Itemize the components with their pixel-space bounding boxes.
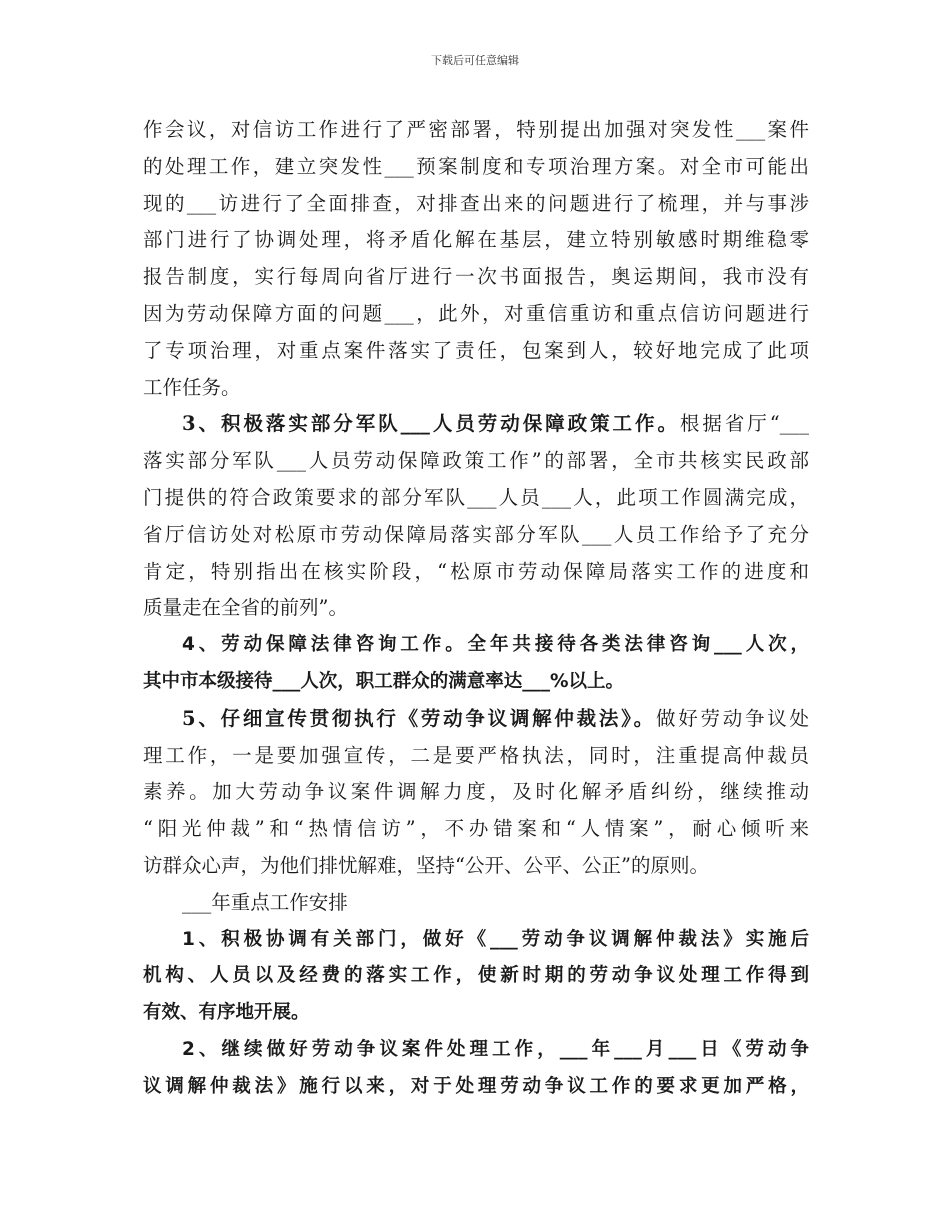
- item-3-heading-line: [143, 406, 809, 443]
- text-line: 因为劳动保障方面的问题___，此外，对重信重访和重点信访问题进行: [143, 301, 809, 325]
- item-4-line: 4、劳动保障法律咨询工作。全年共接待各类法律咨询___人次，: [182, 634, 809, 656]
- item-5-text: 做好劳动争议处: [655, 706, 809, 730]
- text-line: 肯定，特别指出在核实阶段，“松原市劳动保障局落实工作的进度和: [143, 559, 809, 583]
- plan-item-1-line: 有效、有序地开展。: [143, 1002, 310, 1024]
- text-line: 门提供的符合政策要求的部分军队___人员___人，此项工作圆满完成，: [143, 485, 809, 509]
- section-heading: ___年重点工作安排: [182, 890, 348, 914]
- plan-item-1-line: 1、积极协调有关部门，做好《___劳动争议调解仲裁法》实施后: [182, 928, 809, 950]
- plan-item-1-line: 机构、人员以及经费的落实工作，使新时期的劳动争议处理工作得到: [143, 965, 809, 987]
- text-line: 报告制度，实行每周向省厅进行一次书面报告，奥运期间，我市没有: [143, 265, 809, 289]
- text-line: 工作任务。: [143, 375, 241, 399]
- item-5-heading: 5、仔细宣传贯彻执行《劳动争议调解仲裁法》。: [182, 706, 656, 730]
- item-5-heading-line: [143, 701, 809, 738]
- text-line: 的处理工作，建立突发性___预案制度和专项治理方案。对全市可能出: [143, 154, 809, 178]
- text-line: 素养。加大劳动争议案件调解力度，及时化解矛盾纠纷，继续推动: [143, 780, 809, 804]
- text-line: 质量走在全省的前列”。: [143, 596, 348, 620]
- plan-item-2-line: 议调解仲裁法》施行以来，对于处理劳动争议工作的要求更加严格，: [143, 1075, 809, 1097]
- plan-item-2-line: 2、继续做好劳动争议案件处理工作，___年___月___日《劳动争: [182, 1038, 809, 1060]
- text-line: 落实部分军队___人员劳动保障政策工作”的部署，全市共核实民政部: [143, 449, 809, 473]
- text-line: 作会议，对信访工作进行了严密部署，特别提出加强对突发性___案件: [143, 118, 809, 141]
- text-line: 现的___访进行了全面排查，对排查出来的问题进行了梳理，并与事涉: [143, 191, 809, 215]
- page-header: 下载后可任意编辑: [431, 54, 519, 67]
- item-4-line: 其中市本级接待___人次，职工群众的满意率达___%以上。: [143, 670, 625, 692]
- item-3-text: 根据省厅“___: [679, 412, 809, 436]
- text-line: 了专项治理，对重点案件落实了责任，包案到人，较好地完成了此项: [143, 338, 809, 362]
- text-line: 访群众心声，为他们排忧解难，坚持“公开、公平、公正”的原则。: [143, 853, 709, 877]
- text-line: 理工作，一是要加强宣传，二是要严格执法，同时，注重提高仲裁员: [143, 743, 809, 767]
- text-line: “阳光仲裁”和“热情信访”，不办错案和“人情案”，耐心倾听来: [143, 817, 809, 841]
- document-body: [143, 112, 809, 1106]
- item-3-heading: 3、积极落实部分军队___人员劳动保障政策工作。: [182, 412, 680, 436]
- text-line: 省厅信访处对松原市劳动保障局落实部分军队___人员工作给予了充分: [143, 522, 809, 546]
- text-line: 部门进行了协调处理，将矛盾化解在基层，建立特别敏感时期维稳零: [143, 228, 809, 252]
